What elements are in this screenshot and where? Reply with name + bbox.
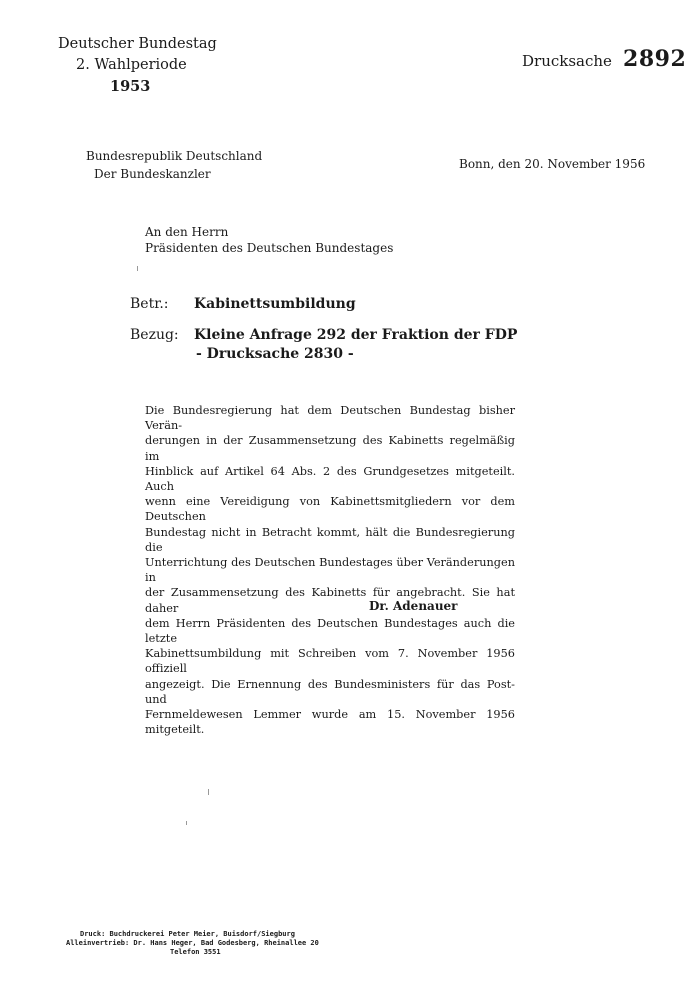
footer-phone: Telefon 3551 bbox=[170, 948, 221, 956]
scan-mark bbox=[137, 266, 138, 271]
body-line: Kabinettsumbildung mit Schreiben vom 7. November 1956 offiziell bbox=[145, 647, 515, 676]
drucksache-number: 2892 bbox=[623, 46, 687, 72]
body-line: Unterrichtung des Deutschen Bundestages über Veränderungen in bbox=[145, 556, 515, 585]
document-header bbox=[58, 34, 217, 97]
sender-block bbox=[86, 147, 262, 183]
body-line: Die Bundesregierung hat dem Deutschen Bundestag bisher Verän- bbox=[145, 404, 515, 433]
term-year: 1953 bbox=[110, 78, 151, 95]
subject-line bbox=[130, 296, 356, 312]
footer-printer: Druck: Buchdruckerei Peter Meier, Buisdorf/Siegburg bbox=[80, 930, 295, 938]
reference-label: Bezug: bbox=[130, 327, 179, 343]
body-line: dem Herrn Präsidenten des Deutschen Bundestages auch die letzte bbox=[145, 616, 515, 646]
body-line: derungen in der Zusammensetzung des Kabinetts regelmäßig im bbox=[145, 434, 515, 463]
sender-office: Der Bundeskanzler bbox=[94, 167, 211, 181]
body-line: der Zusammensetzung des Kabinetts für angebracht. Sie hat daher bbox=[145, 586, 515, 615]
addressee-block bbox=[145, 224, 393, 256]
subject-text: Kabinettsumbildung bbox=[194, 296, 356, 312]
subject-label: Betr.: bbox=[130, 296, 169, 312]
drucksache-heading bbox=[522, 46, 686, 72]
addressee-salutation: An den Herrn bbox=[145, 225, 229, 239]
drucksache-label: Drucksache bbox=[522, 52, 612, 70]
sender-country: Bundesrepublik Deutschland bbox=[86, 149, 263, 163]
reference-text: Kleine Anfrage 292 der Fraktion der FDP bbox=[194, 327, 518, 343]
scan-mark bbox=[186, 821, 187, 825]
print-footer bbox=[66, 930, 319, 957]
reference-block bbox=[130, 326, 517, 364]
body-line: Bundestag nicht in Betracht kommt, hält die Bundesregierung die bbox=[145, 525, 515, 554]
letter-body bbox=[145, 403, 515, 737]
letter-date: Bonn, den 20. November 1956 bbox=[459, 157, 646, 171]
addressee-title: Präsidenten des Deutschen Bundestages bbox=[145, 241, 394, 255]
body-line: Hinblick auf Artikel 64 Abs. 2 des Grundgesetzes mitgeteilt. Auch bbox=[145, 464, 515, 494]
body-line: wenn eine Vereidigung von Kabinettsmitgliedern vor dem Deutschen bbox=[145, 495, 515, 524]
scan-mark bbox=[208, 789, 209, 795]
body-line: angezeigt. Die Ernennung des Bundesministers für das Post- und bbox=[145, 677, 515, 706]
signature: Dr. Adenauer bbox=[369, 599, 458, 613]
legislative-term: 2. Wahlperiode bbox=[76, 57, 187, 73]
footer-distribution: Alleinvertrieb: Dr. Hans Heger, Bad Godesberg, Rheinallee 20 bbox=[66, 939, 319, 947]
reference-subtext: - Drucksache 2830 - bbox=[196, 346, 354, 362]
body-line: Fernmeldewesen Lemmer wurde am 15. November 1956 mitgeteilt. bbox=[145, 708, 515, 737]
parliament-name: Deutscher Bundestag bbox=[58, 36, 217, 52]
